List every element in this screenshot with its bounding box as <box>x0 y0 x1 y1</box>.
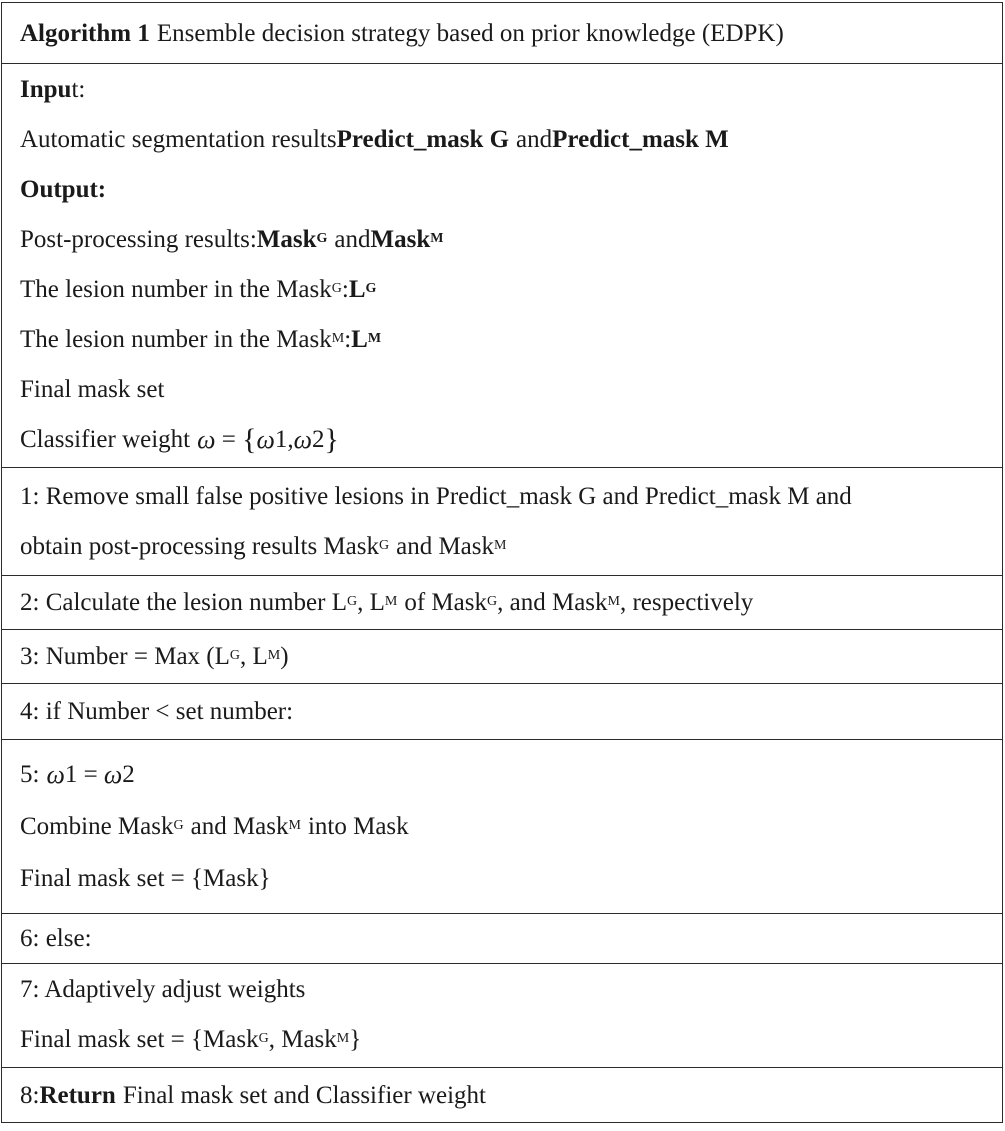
step-5-section <box>2 739 1002 913</box>
output-lesion-m-line: The lesion number in the Mask M : L M <box>20 325 382 353</box>
step-3-section <box>2 629 1002 683</box>
step-7-section <box>2 963 1002 1067</box>
step-2-prefix: 2: Calculate the lesion number L <box>20 588 347 616</box>
input-heading-rest: t: <box>71 75 86 103</box>
step-4-section <box>2 683 1002 739</box>
step-1-section <box>2 467 1002 575</box>
input-mask-g: Predict_mask G <box>336 125 510 153</box>
output-post-processing-line <box>20 214 984 264</box>
step-5-omega1-sub: 1 <box>64 760 78 788</box>
post-and: and <box>334 225 371 253</box>
classifier-prefix: Classifier weight <box>20 425 191 453</box>
step-5-omega2: ω <box>103 759 123 789</box>
final-mask-text: Final mask set <box>20 375 165 403</box>
step-3-mid: , L <box>240 642 268 670</box>
step-6-section <box>2 913 1002 963</box>
input-heading-bold: Inpu <box>20 75 72 103</box>
output-lesion-g-line: The lesion number in the Mask G : L G <box>20 275 377 303</box>
step-2-mid2: of Mask <box>404 588 487 616</box>
step-5-line-3 <box>20 852 984 904</box>
algorithm-box <box>1 2 1003 1123</box>
mask-g-sub: G <box>316 231 328 246</box>
omega-symbol: ω <box>197 424 216 454</box>
algorithm-label: Algorithm 1 <box>20 19 150 47</box>
output-final-mask-line <box>20 364 984 414</box>
step-4-line <box>20 684 984 738</box>
step-7-final-mid: , Mask <box>268 1025 337 1053</box>
step-2-line: 2: Calculate the lesion number L G , L M of Mask G , and Mask M , respectively <box>20 588 754 616</box>
mask-m-word: Mask <box>370 225 431 253</box>
step-5-combine-suffix: into Mask <box>307 812 409 840</box>
step-8-rest: Final mask set and Classifier weight <box>122 1081 486 1109</box>
step-8-section <box>2 1067 1002 1122</box>
lesion-m-l-sub: M <box>367 331 382 346</box>
input-line <box>20 114 984 164</box>
step-2-suffix: , respectively <box>619 588 754 616</box>
step-3-line: 3: Number = Max (L G , L M ) <box>20 642 289 670</box>
step-8-prefix: 8: <box>20 1081 40 1109</box>
step-4-text: 4: if Number < set number: <box>20 697 294 725</box>
lesion-g-prefix: The lesion number in the Mask <box>20 275 332 303</box>
step-6-line <box>20 914 984 962</box>
post-prefix: Post-processing results: <box>20 225 257 253</box>
step-3-prefix: 3: Number = Max (L <box>20 642 230 670</box>
step-7-line-1 <box>20 964 984 1014</box>
lesion-m-l: L <box>351 325 368 353</box>
step-3-suffix: ) <box>280 642 289 670</box>
step-2-section <box>2 575 1002 629</box>
input-output-section <box>2 63 1002 467</box>
step-1-line-2: obtain post-processing results Mask G and Mask M <box>20 532 507 560</box>
step-5-combine-prefix: Combine Mask <box>20 812 174 840</box>
step-2-mid3: , and Mask <box>497 588 608 616</box>
step-5-line-1: 5: ω 1 = ω 2 <box>20 759 135 789</box>
lesion-g-l: L <box>348 275 366 303</box>
algorithm-title <box>20 3 984 63</box>
step-5-line-2: Combine Mask G and Mask M into Mask <box>20 812 409 840</box>
step-7-final-suffix: } <box>349 1025 362 1053</box>
step-5-combine-and: and Mask <box>190 812 289 840</box>
lesion-m-prefix: The lesion number in the Mask <box>20 325 332 353</box>
omega2-sub: 2 <box>311 425 325 453</box>
input-mask-m: Predict_mask M <box>552 125 729 153</box>
step-5-omega2-sub: 2 <box>122 760 135 788</box>
omega1-sub: 1 <box>274 425 288 453</box>
output-heading-text: Output: <box>20 175 107 203</box>
step-7-final-prefix: Final mask set = {Mask <box>20 1025 259 1053</box>
step-1-and: and Mask <box>396 532 495 560</box>
step-7-line-2: Final mask set = {Mask G , Mask M } <box>20 1025 362 1053</box>
mask-g-word: Mask <box>256 225 317 253</box>
step-5-prefix: 5: <box>20 760 40 788</box>
step-7-text: 7: Adaptively adjust weights <box>20 975 306 1003</box>
lesion-g-l-sub: G <box>365 281 377 296</box>
step-8-line <box>20 1068 984 1122</box>
step-8-return: Return <box>39 1081 116 1109</box>
step-1-text: 1: Remove small false positive lesions in Predict_mask G and Predict_mask M and <box>20 482 852 510</box>
omega2-symbol: ω <box>293 424 312 454</box>
step-1-line-1 <box>20 471 984 521</box>
input-and: and <box>516 125 553 153</box>
step-5-final: Final mask set = {Mask} <box>20 864 271 892</box>
algorithm-title-text: Ensemble decision strategy based on prior knowledge (EDPK) <box>156 19 784 47</box>
mask-m-sub: M <box>430 231 444 246</box>
step-6-text: 6: else: <box>20 924 92 952</box>
step-1-line-2-prefix: obtain post-processing results Mask <box>20 532 379 560</box>
omega1-symbol: ω <box>256 424 275 454</box>
step-2-mid1: , L <box>357 588 385 616</box>
input-line-prefix: Automatic segmentation results <box>20 125 337 153</box>
output-heading <box>20 164 984 214</box>
input-heading <box>20 64 984 114</box>
step-5-omega1: ω <box>46 759 65 789</box>
algorithm-title-section <box>2 3 1002 63</box>
output-classifier-line: Classifier weight ω = { ω 1 , ω 2 } <box>20 422 339 456</box>
